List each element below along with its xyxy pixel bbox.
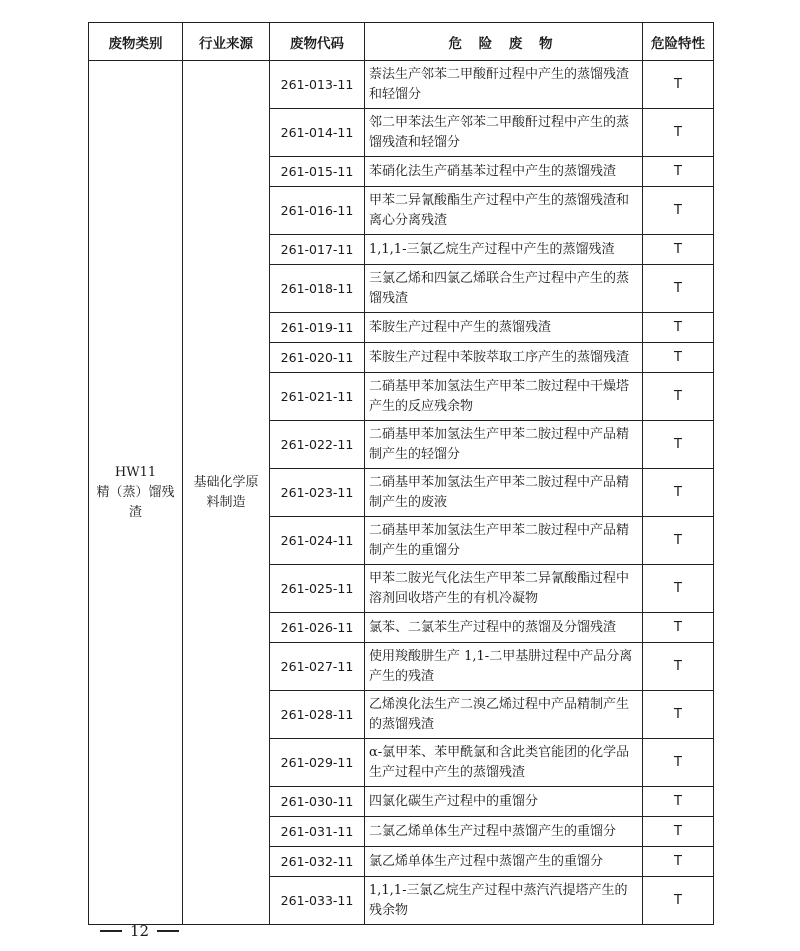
hazardous-waste-description: 使用羧酸肼生产 1,1-二甲基肼过程中产品分离产生的残渣 [365, 643, 643, 691]
waste-code-cell: 261-022-11 [270, 421, 365, 469]
waste-code-cell: 261-024-11 [270, 517, 365, 565]
hazard-characteristic-cell: T [643, 691, 714, 739]
industry-source-line1: 基础化学原 [193, 474, 259, 490]
hazard-characteristic-cell: T [643, 373, 714, 421]
hazardous-waste-description: 二硝基甲苯加氢法生产甲苯二胺过程中产品精制产生的轻馏分 [365, 421, 643, 469]
waste-code-cell: 261-013-11 [270, 61, 365, 109]
header-hazardous-waste: 危 险 废 物 [365, 23, 643, 61]
industry-source-line2: 料制造 [206, 494, 246, 510]
hazard-characteristic-cell: T [643, 517, 714, 565]
hazard-characteristic-cell: T [643, 469, 714, 517]
header-category: 废物类别 [89, 23, 183, 61]
hazard-characteristic-cell: T [643, 643, 714, 691]
industry-source-cell [183, 61, 270, 925]
hazard-characteristic-cell: T [643, 787, 714, 817]
waste-code-cell: 261-030-11 [270, 787, 365, 817]
waste-code-cell: 261-020-11 [270, 343, 365, 373]
hazard-characteristic-cell: T [643, 313, 714, 343]
hazardous-waste-table [88, 22, 714, 925]
waste-code-cell: 261-033-11 [270, 877, 365, 925]
hazard-characteristic-cell: T [643, 109, 714, 157]
header-code: 废物代码 [270, 23, 365, 61]
hazardous-waste-description: 甲苯二胺光气化法生产甲苯二异氰酸酯过程中溶剂回收塔产生的有机冷凝物 [365, 565, 643, 613]
header-characteristic: 危险特性 [643, 23, 714, 61]
waste-code-cell: 261-029-11 [270, 739, 365, 787]
waste-code-cell: 261-027-11 [270, 643, 365, 691]
hazardous-waste-description: 二硝基甲苯加氢法生产甲苯二胺过程中产品精制产生的废液 [365, 469, 643, 517]
hazardous-waste-description: 萘法生产邻苯二甲酸酐过程中产生的蒸馏残渣和轻馏分 [365, 61, 643, 109]
waste-code-cell: 261-017-11 [270, 235, 365, 265]
waste-code-cell: 261-026-11 [270, 613, 365, 643]
hazardous-waste-description: 苯硝化法生产硝基苯过程中产生的蒸馏残渣 [365, 157, 643, 187]
waste-code-cell: 261-019-11 [270, 313, 365, 343]
waste-category-name: 精（蒸）馏残渣 [96, 484, 175, 520]
waste-category-cell [89, 61, 183, 925]
hazardous-waste-description: 四氯化碳生产过程中的重馏分 [365, 787, 643, 817]
hazard-characteristic-cell: T [643, 817, 714, 847]
hazard-characteristic-cell: T [643, 613, 714, 643]
hazardous-waste-description: 三氯乙烯和四氯乙烯联合生产过程中产生的蒸馏残渣 [365, 265, 643, 313]
waste-code-cell: 261-032-11 [270, 847, 365, 877]
hazardous-waste-description: 二硝基甲苯加氢法生产甲苯二胺过程中产品精制产生的重馏分 [365, 517, 643, 565]
header-source: 行业来源 [183, 23, 270, 61]
waste-code-cell: 261-014-11 [270, 109, 365, 157]
hazard-characteristic-cell: T [643, 877, 714, 925]
waste-code-cell: 261-015-11 [270, 157, 365, 187]
table-row [89, 61, 714, 109]
waste-code-cell: 261-031-11 [270, 817, 365, 847]
hazard-characteristic-cell: T [643, 739, 714, 787]
hazard-characteristic-cell: T [643, 157, 714, 187]
footer-dash-right [157, 930, 179, 932]
waste-code-cell: 261-023-11 [270, 469, 365, 517]
hazardous-waste-description: 甲苯二异氰酸酯生产过程中产生的蒸馏残渣和离心分离残渣 [365, 187, 643, 235]
hazardous-waste-description: 氯苯、二氯苯生产过程中的蒸馏及分馏残渣 [365, 613, 643, 643]
hazardous-waste-description: 1,1,1-三氯乙烷生产过程中产生的蒸馏残渣 [365, 235, 643, 265]
hazard-characteristic-cell: T [643, 265, 714, 313]
table-body [89, 61, 714, 925]
hazardous-waste-description: α-氯甲苯、苯甲酰氯和含此类官能团的化学品生产过程中产生的蒸馏残渣 [365, 739, 643, 787]
waste-code-cell: 261-016-11 [270, 187, 365, 235]
hazard-characteristic-cell: T [643, 235, 714, 265]
hazard-characteristic-cell: T [643, 61, 714, 109]
hazardous-waste-description: 邻二甲苯法生产邻苯二甲酸酐过程中产生的蒸馏残渣和轻馏分 [365, 109, 643, 157]
waste-code-cell: 261-018-11 [270, 265, 365, 313]
hazard-characteristic-cell: T [643, 343, 714, 373]
page-number: 12 [130, 922, 150, 940]
hazardous-waste-description: 苯胺生产过程中苯胺萃取工序产生的蒸馏残渣 [365, 343, 643, 373]
hazardous-waste-description: 乙烯溴化法生产二溴乙烯过程中产品精制产生的蒸馏残渣 [365, 691, 643, 739]
waste-category-code: HW11 [114, 464, 157, 480]
waste-code-cell: 261-021-11 [270, 373, 365, 421]
hazard-characteristic-cell: T [643, 187, 714, 235]
hazard-characteristic-cell: T [643, 421, 714, 469]
waste-code-cell: 261-028-11 [270, 691, 365, 739]
waste-code-cell: 261-025-11 [270, 565, 365, 613]
hazard-characteristic-cell: T [643, 847, 714, 877]
hazardous-waste-description: 二硝基甲苯加氢法生产甲苯二胺过程中干燥塔产生的反应残余物 [365, 373, 643, 421]
hazardous-waste-description: 苯胺生产过程中产生的蒸馏残渣 [365, 313, 643, 343]
hazard-characteristic-cell: T [643, 565, 714, 613]
footer-dash-left [100, 930, 122, 932]
hazardous-waste-description: 氯乙烯单体生产过程中蒸馏产生的重馏分 [365, 847, 643, 877]
page-footer [100, 922, 179, 940]
table-header-row [89, 23, 714, 61]
hazardous-waste-description: 二氯乙烯单体生产过程中蒸馏产生的重馏分 [365, 817, 643, 847]
hazardous-waste-description: 1,1,1-三氯乙烷生产过程中蒸汽汽提塔产生的残余物 [365, 877, 643, 925]
